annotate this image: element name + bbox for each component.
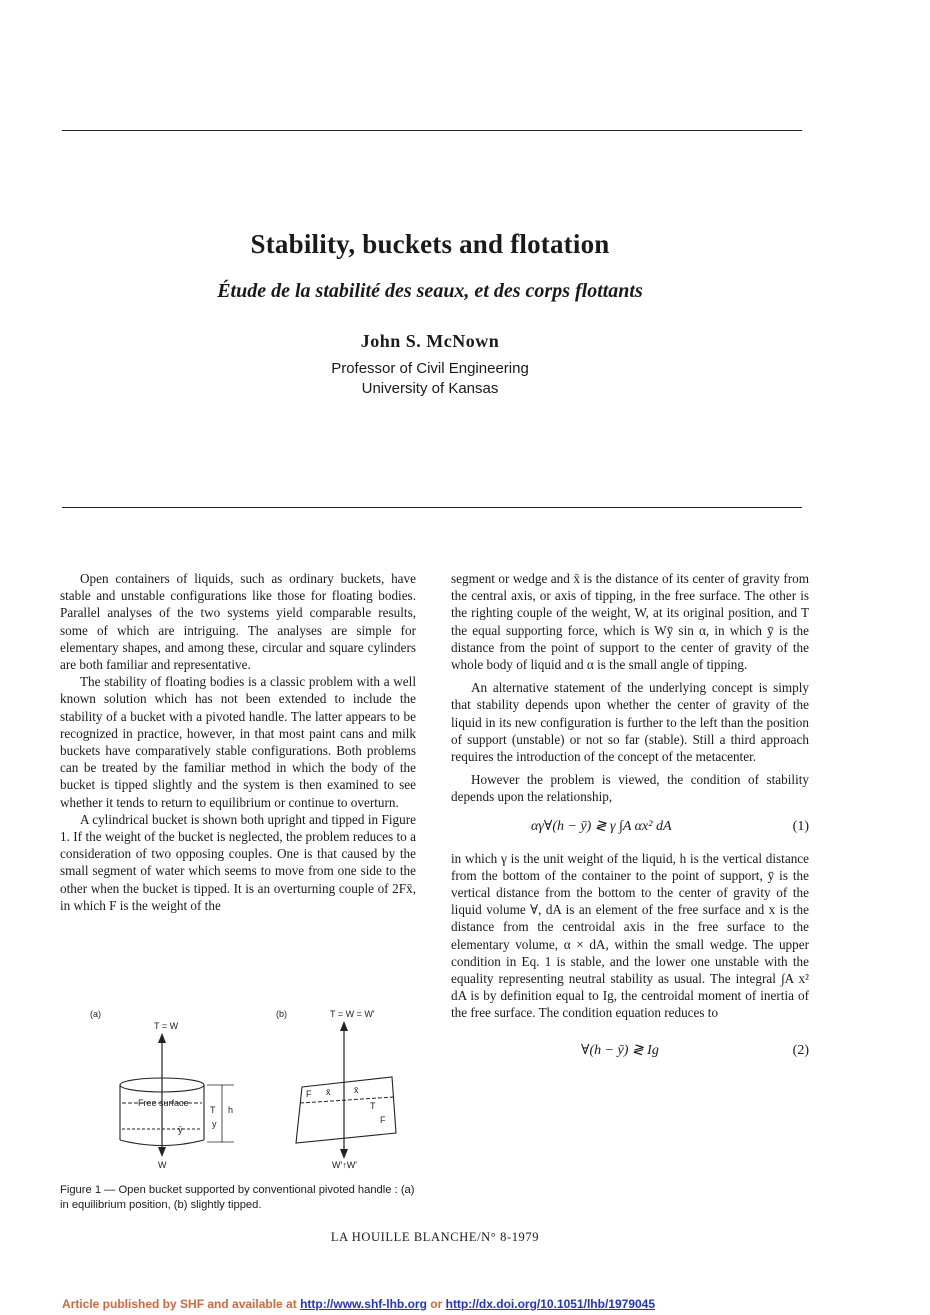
- fig-b-xbar-right: x̄: [354, 1085, 359, 1095]
- paragraph: The stability of floating bodies is a classic problem with a well known solution which has not been extended to include the stability of a bucket with a pivoted handle. The latter appears to be recognized in practice, however, in that most paint cans and milk buckets have comparatively stable configurations. Both problems can be treated by the familiar method in which the body of the bucket is tipped slightly and the system is then examined to see whether it tends to return to equilibrium or continue to overturn.: [60, 674, 416, 810]
- paper-title: Stability, buckets and flotation: [250, 229, 610, 259]
- fig-b-F-right: F: [380, 1115, 386, 1125]
- fig-a-top-force: T = W: [154, 1021, 179, 1031]
- fig-a-arrow-down: [158, 1147, 166, 1157]
- paragraph: in which γ is the unit weight of the liquid, h is the vertical distance from the bottom of the container to the point of support, ȳ is the vertical distance from the bottom to the center of gravity of the liquid volume ∀, dA is an element of the free surface and x is the distance from the centroidal axis in the free surface to the elementary volume, α × dA, within the small wedge. The upper condition in Eq. 1 is stable, and the lower one unstable with the equality representing neutral stability as usual. The integral ∫A x² dA is by definition equal to Ig, the centroidal moment of inertia of the free surface. The condition equation reduces to: [451, 850, 809, 1021]
- header-bottom-rule: [62, 507, 802, 508]
- fig-a-h: h: [228, 1105, 234, 1115]
- affiliation-line-2: University of Kansas: [361, 380, 499, 397]
- figure-caption: Figure 1 — Open bucket supported by conventional pivoted handle : (a) in equilibrium position, (b) slightly tipped.: [60, 1184, 415, 1211]
- figure-label-b: (b): [276, 1009, 287, 1019]
- paragraph: A cylindrical bucket is shown both upright and tipped in Figure 1. If the weight of the bucket is neglected, the problem reduces to a consideration of two opposing couples. One is that caused by the small segment of water which seems to move from one side to the other when the bucket is tipped. It is an overturning couple of 2Fx̄, in which F is the weight of the: [60, 811, 416, 913]
- fig-b-free-surface-line: [300, 1097, 394, 1103]
- fig-a-T: T: [210, 1105, 216, 1115]
- left-column: [60, 570, 416, 914]
- fig-a-ybar: ȳ: [178, 1125, 183, 1135]
- right-column: [451, 570, 809, 1074]
- figure-label-a: (a): [90, 1009, 101, 1019]
- equation-1: [451, 806, 809, 850]
- fig-b-arrow-up: [340, 1021, 348, 1031]
- paragraph: However the problem is viewed, the condition of stability depends upon the relationship,: [451, 772, 809, 805]
- link-middle: or: [426, 1297, 446, 1311]
- fig-b-bottom-force: W'↑W': [332, 1160, 357, 1170]
- equation-2-number: (2): [792, 1042, 809, 1058]
- equation-2-expression: ∀(h − ȳ) ≷ Ig: [581, 1042, 659, 1058]
- top-rule: [62, 130, 802, 131]
- journal-footer: LA HOUILLE BLANCHE/N° 8-1979: [330, 1230, 540, 1244]
- equation-2: [451, 1030, 809, 1074]
- fig-b-T: T: [370, 1101, 376, 1111]
- fig-a-y: y: [212, 1119, 217, 1129]
- fig-b-xbar-left: x̄: [326, 1087, 331, 1097]
- fig-a-free-surface-label: Free surface: [138, 1098, 189, 1108]
- figure-1-drawing: [62, 1005, 422, 1175]
- doi-link[interactable]: http://dx.doi.org/10.1051/lhb/1979045: [445, 1297, 656, 1311]
- paragraph: segment or wedge and x̄ is the distance of its center of gravity from the central axis, or axis of tipping, in the free surface. The other is the righting couple of the weight, W, at its original position, and T the equal supporting force, which is Wȳ sin α, in which ȳ is the distance from the point of support to the center of gravity of the whole body of liquid and α is the small angle of tipping.: [451, 571, 809, 673]
- affiliation-line-1: Professor of Civil Engineering: [331, 360, 529, 377]
- paragraph: Open containers of liquids, such as ordinary buckets, have stable and unstable configurations like those for floating bodies. Parallel analyses of the two systems yield comparable results, some of which are intriguing. The analyses are simple for elementary shapes, and among these, circular and square cylinders are both familiar and representative.: [60, 571, 416, 673]
- paper-subtitle: Étude de la stabilité des seaux, et des corps flottants: [217, 280, 643, 302]
- fig-b-arrow-down: [340, 1149, 348, 1159]
- publication-link-line: [62, 1297, 655, 1311]
- equation-1-number: (1): [792, 818, 809, 834]
- fig-a-arrow-up: [158, 1033, 166, 1043]
- author-name: John S. McNown: [360, 331, 500, 351]
- link-prefix: Article published by SHF and available at: [62, 1297, 301, 1311]
- equation-1-expression: αγ∀(h − ȳ) ≷ γ ∫A αx² dA: [531, 818, 672, 834]
- paragraph: An alternative statement of the underlying concept is simply that stability depends upon whether the center of gravity of the liquid in its new configuration is further to the left than the position of support (unstable) or not so far (stable). Still a third approach requires the introduction of the concept of the metacenter.: [451, 680, 809, 765]
- shf-link[interactable]: http://www.shf-lhb.org: [300, 1297, 427, 1311]
- fig-b-tipped-bucket: [296, 1077, 396, 1143]
- fig-a-bottom-force: W: [158, 1160, 167, 1170]
- fig-b-F-left: F: [306, 1089, 312, 1099]
- fig-b-top-force: T = W = W': [330, 1009, 375, 1019]
- figure-1: [62, 1005, 422, 1175]
